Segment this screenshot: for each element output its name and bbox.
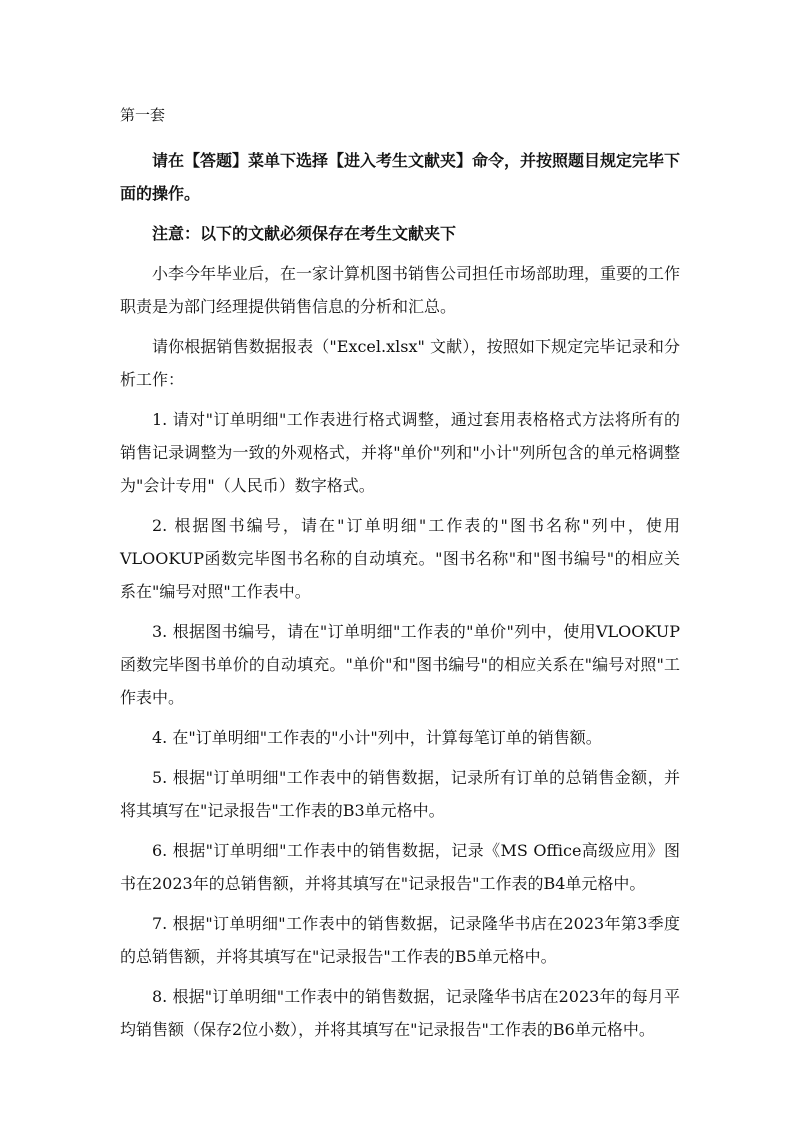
set-label: 第一套: [120, 106, 166, 124]
document-content: [120, 104, 680, 1053]
task-item-7: 7. 根据"订单明细"工作表中的销售数据，记录隆华书店在2023年第3季度的总销售额，并将其填写在"记录报告"工作表的B5单元格中。: [120, 914, 680, 966]
task-item-8: 8. 根据"订单明细"工作表中的销售数据，记录隆华书店在2023年的每月平均销售额（保存2位小数），并将其填写在"记录报告"工作表的B6单元格中。: [120, 987, 680, 1039]
task-item-3: 3. 根据图书编号，请在"订单明细"工作表的"单价"列中，使用VLOOKUP函数完毕图书单价的自动填充。"单价"和"图书编号"的相应关系在"编号对照"工作表中。: [120, 622, 680, 707]
task-item-6: 6. 根据"订单明细"工作表中的销售数据，记录《MS Office高级应用》图书在2023年的总销售额，并将其填写在"记录报告"工作表的B4单元格中。: [120, 841, 680, 893]
task-item-2: 2. 根据图书编号，请在"订单明细"工作表的"图书名称"列中，使用VLOOKUP函数完毕图书名称的自动填充。"图书名称"和"图书编号"的相应关系在"编号对照"工作表中。: [120, 516, 680, 601]
task-item-1: 1. 请对"订单明细"工作表进行格式调整，通过套用表格格式方法将所有的销售记录调整为一致的外观格式，并将"单价"列和"小计"列所包含的单元格调整为"会计专用"（人民币）数字格式。: [120, 410, 680, 495]
intro-paragraph-2: 请你根据销售数据报表（"Excel.xlsx" 文献），按照如下规定完毕记录和分析工作：: [120, 337, 680, 389]
note-paragraph: 注意：以下的文献必须保存在考生文献夹下: [152, 224, 457, 243]
instruction-paragraph: 请在【答题】菜单下选择【进入考生文献夹】命令，并按照题目规定完毕下面的操作。: [120, 151, 681, 203]
task-item-4: 4. 在"订单明细"工作表的"小计"列中，计算每笔订单的销售额。: [152, 728, 602, 747]
task-item-5: 5. 根据"订单明细"工作表中的销售数据，记录所有订单的总销售金额，并将其填写在"记录报告"工作表的B3单元格中。: [120, 768, 680, 820]
intro-paragraph-1: 小李今年毕业后，在一家计算机图书销售公司担任市场部助理，重要的工作职责是为部门经理提供销售信息的分析和汇总。: [120, 264, 681, 316]
